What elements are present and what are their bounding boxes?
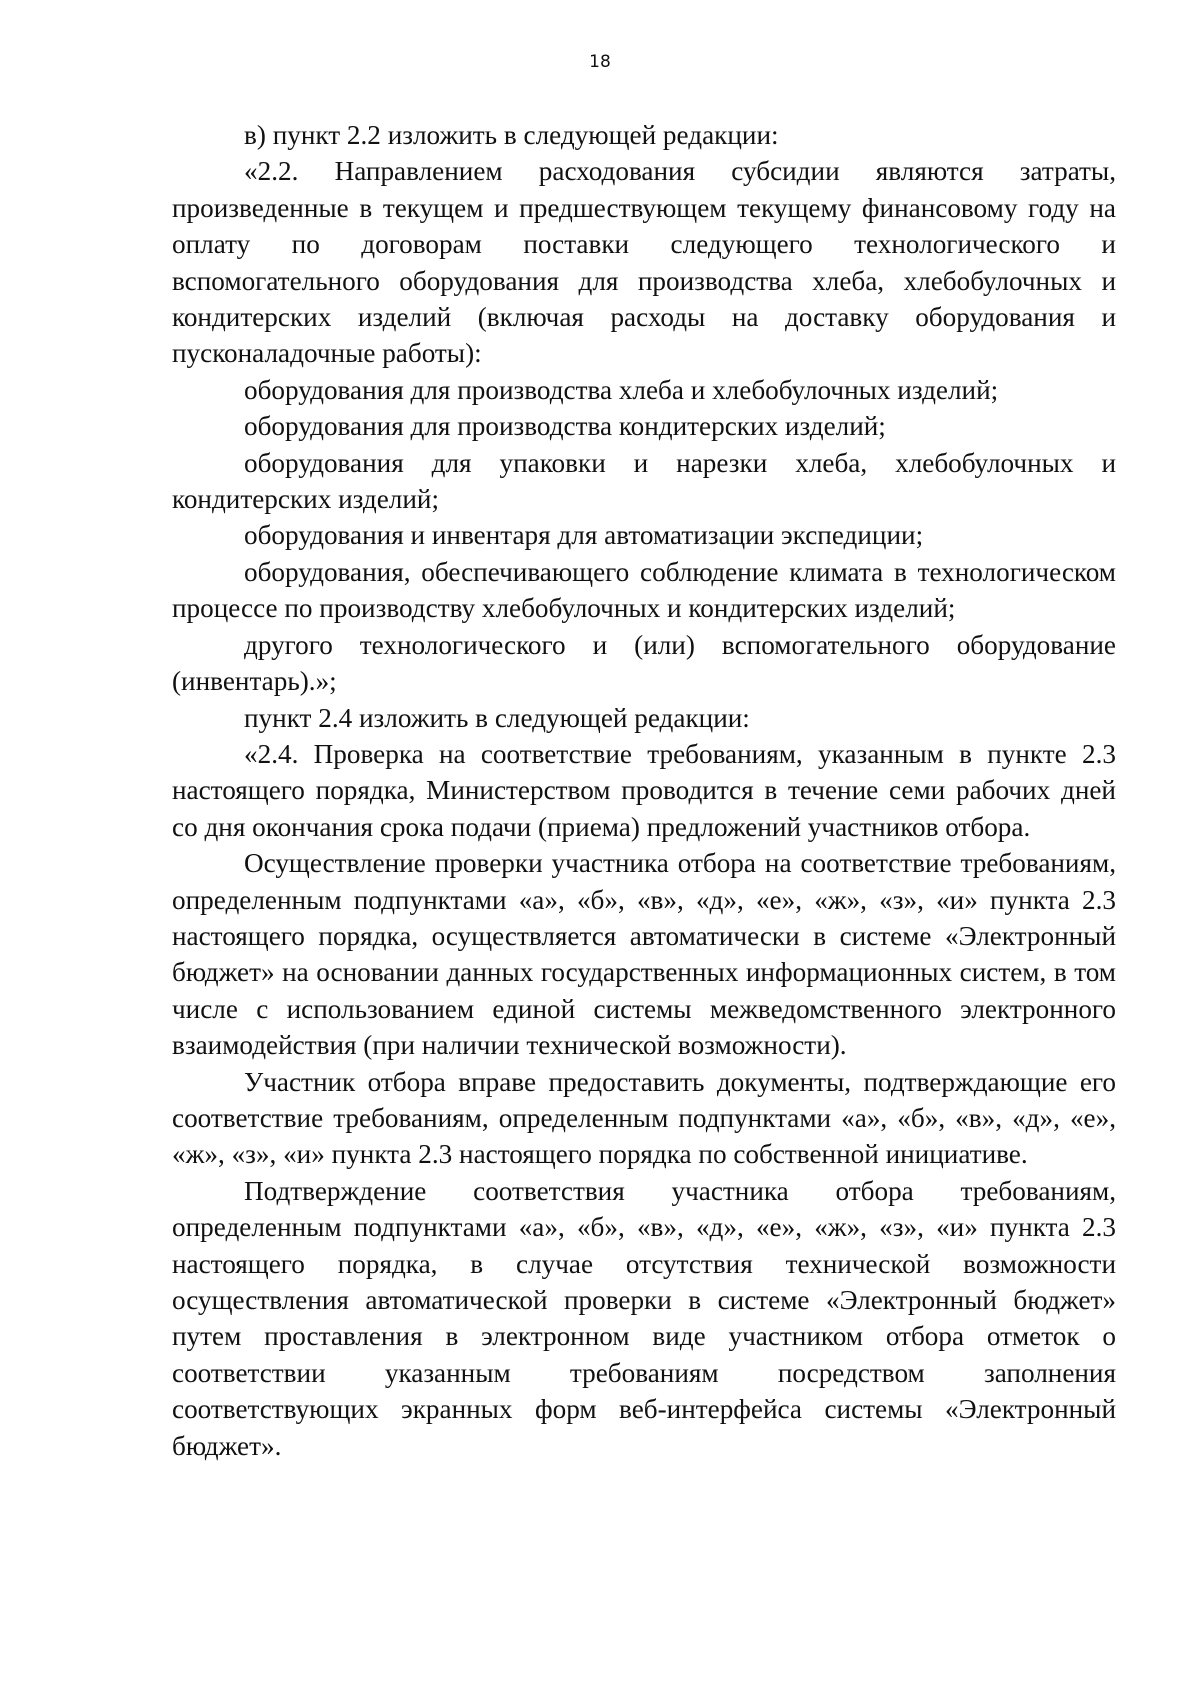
list-item-climate-equipment: оборудования, обеспечивающего соблюдение климата в технологическом процессе по производству хлебобулочных и кондитерских изделий; [172,556,1116,624]
document-body [172,117,1116,1464]
paragraph-confirmation: Подтверждение соответствия участника отбора требованиям, определенным подпунктами «а», «б», «в», «д», «е», «ж», «з», «и» пункта 2.3 настоящего порядка, в случае отсутствия технической возможности осуществления автоматической проверки в системе «Электронный бюджет» путем проставления в электронном виде участником отбора отметок о соответствии указанным требованиям посредством заполнения соответствующих экранных форм веб-интерфейса системы «Электронный бюджет». [172,1175,1116,1461]
paragraph-clause-2-2: «2.2. Направлением расходования субсидии являются затраты, произведенные в текущем и предшествующем текущему финансовому году на оплату по договорам поставки следующего технологического и вспомогательного оборудования для производства хлеба, хлебобулочных и кондитерских изделий (включая расходы на доставку оборудования и пусконаладочные работы): [172,156,1116,369]
paragraph-automatic-check: Осуществление проверки участника отбора на соответствие требованиям, определенным подпунктами «а», «б», «в», «д», «е», «ж», «з», «и» пункта 2.3 настоящего порядка, осуществляется автоматически в системе «Электронный бюджет» на основании данных государственных информационных систем, в том числе с использованием единой системы межведомственного электронного взаимодействия (при наличии технической возможности). [172,848,1116,1061]
list-item-packaging-equipment: оборудования для упаковки и нарезки хлеба, хлебобулочных и кондитерских изделий; [172,447,1116,515]
list-item-other-equipment: другого технологического и (или) вспомогательного оборудование (инвентарь).»; [172,629,1116,697]
paragraph-amendment-2-4-intro: пункт 2.4 изложить в следующей редакции: [244,702,750,733]
paragraph-own-initiative: Участник отбора вправе предоставить документы, подтверждающие его соответствие требованиям, определенным подпунктами «а», «б», «в», «д», «е», «ж», «з», «и» пункта 2.3 настоящего порядка по собственной инициативе. [172,1066,1116,1170]
list-item-bread-equipment: оборудования для производства хлеба и хлебобулочных изделий; [244,374,999,405]
list-item-expedition-equipment: оборудования и инвентаря для автоматизации экспедиции; [244,520,924,551]
page-number: 18 [589,52,611,72]
list-item-confectionery-equipment: оборудования для производства кондитерских изделий; [244,411,886,442]
paragraph-clause-2-4: «2.4. Проверка на соответствие требованиям, указанным в пункте 2.3 настоящего порядка, Министерством проводится в течение семи рабочих дней со дня окончания срока подачи (приема) предложений участников отбора. [172,738,1116,842]
paragraph-amendment-2-2-intro: в) пункт 2.2 изложить в следующей редакции: [244,120,779,150]
